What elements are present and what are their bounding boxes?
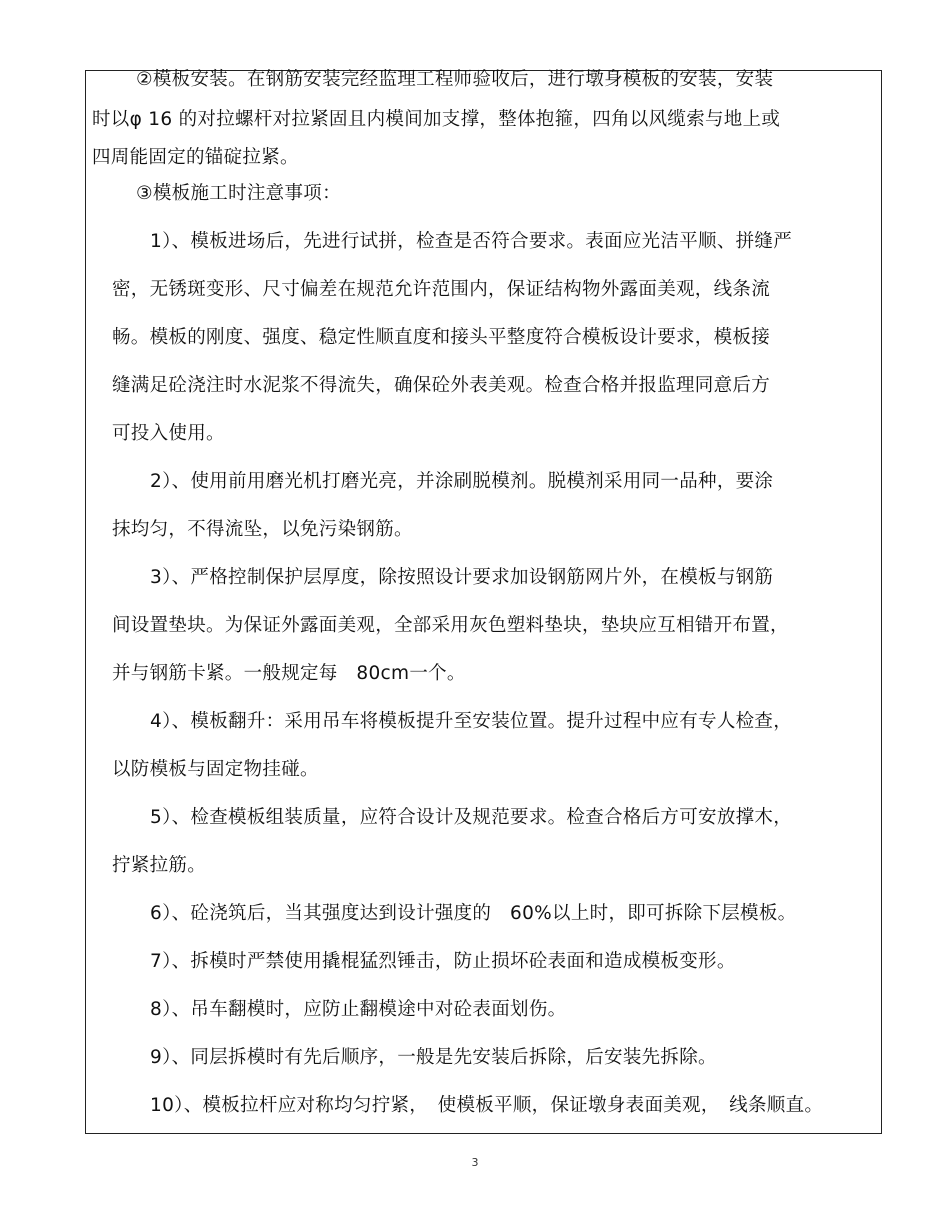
paragraph-line: 10）、模板拉杆应对称均匀拧紧， 使模板平顺，保证墩身表面美观， 线条顺直。 [150, 1095, 824, 1116]
paragraph-line: 以防模板与固定物挂碰。 [112, 759, 319, 780]
paragraph-line: 9）、同层拆模时有先后顺序，一般是先安装后拆除，后安装先拆除。 [150, 1047, 717, 1068]
paragraph-line: 可投入使用。 [112, 423, 225, 444]
paragraph-line: 5）、检查模板组装质量，应符合设计及规范要求。检查合格后方可安放撑木， [150, 807, 793, 828]
paragraph-line: 时以φ 16 的对拉螺杆对拉紧固且内模间加支撑，整体抱箍，四角以风缆索与地上或 [92, 109, 781, 130]
paragraph-line: 畅。模板的刚度、强度、稳定性顺直度和接头平整度符合模板设计要求，模板接 [112, 327, 771, 348]
paragraph-line: 间设置垫块。为保证外露面美观，全部采用灰色塑料垫块，垫块应互相错开布置， [112, 615, 789, 636]
paragraph-line: 2）、使用前用磨光机打磨光亮，并涂刷脱模剂。脱模剂采用同一品种，要涂 [150, 471, 774, 492]
paragraph-line: 1）、模板进场后，先进行试拼，检查是否符合要求。表面应光洁平顺、拼缝严 [150, 231, 793, 252]
paragraph-line: 密，无锈斑变形、尺寸偏差在规范允许范围内，保证结构物外露面美观，线条流 [112, 279, 771, 300]
paragraph-line: 3）、严格控制保护层厚度，除按照设计要求加设钢筋网片外，在模板与钢筋 [150, 567, 774, 588]
paragraph-line: 缝满足砼浇注时水泥浆不得流失，确保砼外表美观。检查合格并报监理同意后方 [112, 375, 771, 396]
paragraph-line: 抹均匀，不得流坠，以免污染钢筋。 [112, 519, 413, 540]
paragraph-line: 四周能固定的锚碇拉紧。 [92, 147, 299, 168]
paragraph-line: ②模板安装。在钢筋安装完经监理工程师验收后，进行墩身模板的安装，安装 [136, 69, 774, 90]
page-number: 3 [471, 1156, 479, 1169]
paragraph-line: 并与钢筋卡紧。一般规定每 80cm一个。 [112, 663, 466, 684]
paragraph-line: 8）、吊车翻模时，应防止翻模途中对砼表面划伤。 [150, 999, 567, 1020]
paragraph-line: 6）、砼浇筑后，当其强度达到设计强度的 60%以上时，即可拆除下层模板。 [150, 903, 797, 924]
paragraph-line: 4）、模板翻升：采用吊车将模板提升至安装位置。提升过程中应有专人检查， [150, 711, 793, 732]
paragraph-line: 拧紧拉筋。 [112, 855, 207, 876]
paragraph-line: 7）、拆模时严禁使用撬棍猛烈锤击，防止损坏砼表面和造成模板变形。 [150, 951, 736, 972]
section-heading: ③模板施工时注意事项： [136, 183, 341, 204]
